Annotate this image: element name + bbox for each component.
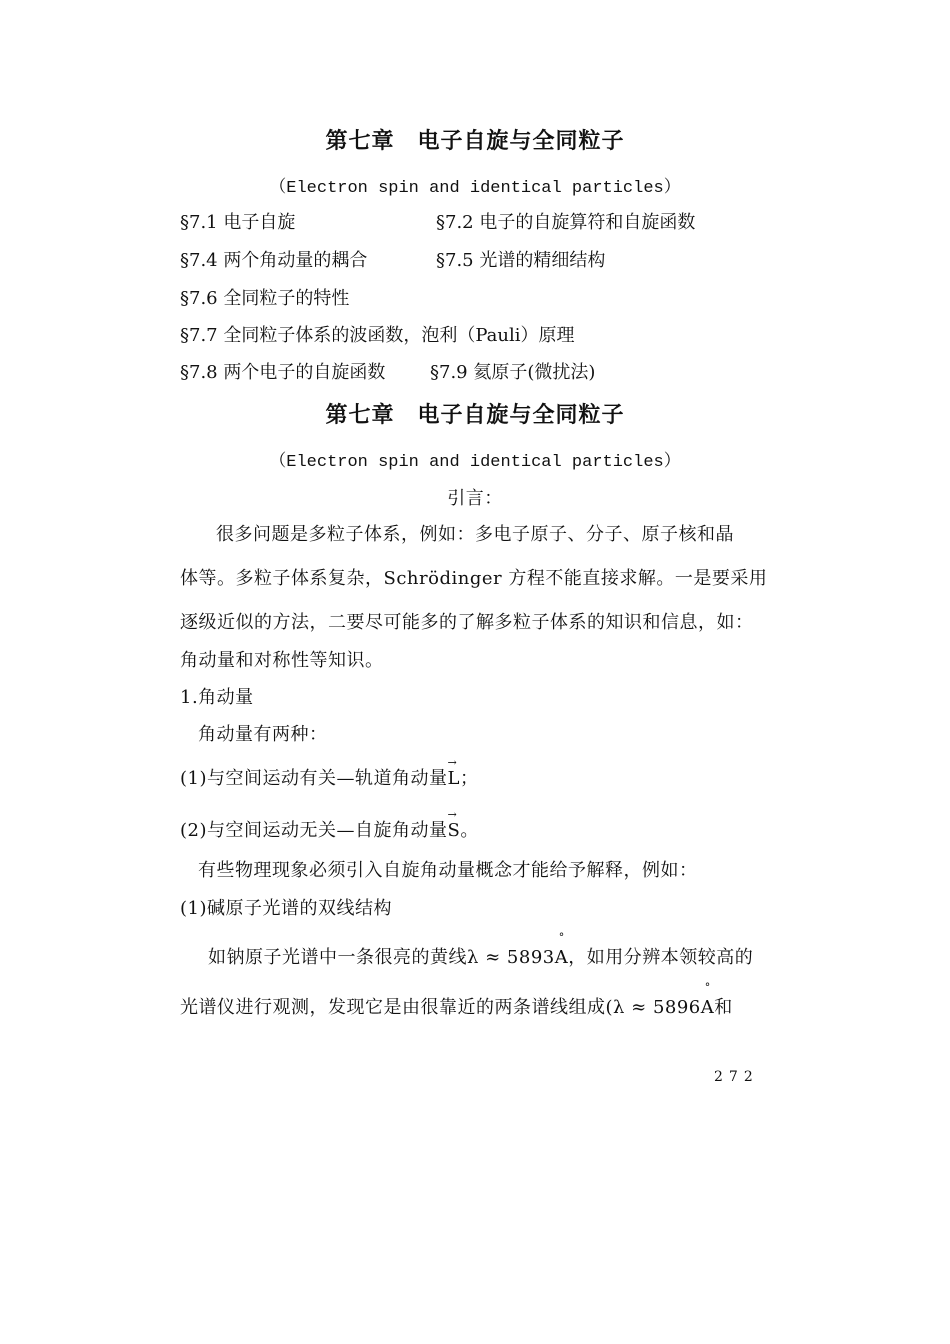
section-heading: 1.角动量 [180, 687, 254, 708]
body-line [180, 993, 733, 1019]
intro-heading: 引言： [447, 488, 503, 509]
chapter-subtitle: （Electron spin and identical particles） [269, 179, 681, 198]
chapter-subtitle-2: （Electron spin and identical particles） [269, 453, 681, 472]
line-text: ，如用分辨本领较高的 [568, 947, 754, 968]
toc-item: §7.9 氦原子(微扰法) [430, 362, 596, 383]
vector-symbol-S: → S [448, 820, 461, 841]
angstrom-unit: ° A [555, 947, 569, 968]
list-item-text: (2)与空间运动无关—自旋角动量 [180, 820, 448, 841]
body-line: 角动量有两种： [198, 724, 328, 745]
line-text: 和 [714, 997, 733, 1018]
intro-line: 逐级近似的方法，二要尽可能多的了解多粒子体系的知识和信息，如： [180, 612, 754, 633]
subsection-heading: (1)碱原子光谱的双线结构 [180, 898, 392, 919]
chapter-title: 第七章 电子自旋与全同粒子 [325, 128, 625, 154]
list-item-end: ； [459, 768, 479, 789]
body-line [208, 943, 753, 969]
toc-item: §7.6 全同粒子的特性 [180, 288, 350, 309]
list-item-text: (1)与空间运动有关—轨道角动量 [180, 768, 448, 789]
intro-line: 体等。多粒子体系复杂，Schrödinger 方程不能直接求解。一是要采用 [180, 568, 768, 589]
line-text: 光谱仪进行观测，发现它是由很靠近的两条谱线组成(λ ≈ 5896 [180, 997, 701, 1018]
toc-item: §7.8 两个电子的自旋函数 [180, 362, 386, 383]
vector-symbol-L: → L [448, 768, 460, 789]
toc-item: §7.5 光谱的精细结构 [436, 250, 606, 271]
list-item-end: 。 [460, 820, 479, 841]
intro-line: 很多问题是多粒子体系，例如：多电子原子、分子、原子核和晶 [216, 524, 734, 545]
toc-item: §7.4 两个角动量的耦合 [180, 250, 368, 271]
toc-item: §7.1 电子自旋 [180, 212, 296, 233]
line-text: 如钠原子光谱中一条很亮的黄线λ ≈ 5893 [208, 947, 555, 968]
angstrom-unit: ° A [701, 997, 715, 1018]
body-line: 有些物理现象必须引入自旋角动量概念才能给予解释，例如： [198, 860, 698, 881]
toc-item: §7.2 电子的自旋算符和自旋函数 [436, 212, 696, 233]
toc-item: §7.7 全同粒子体系的波函数，泡利（Pauli）原理 [180, 325, 575, 346]
chapter-title-2: 第七章 电子自旋与全同粒子 [325, 402, 625, 428]
intro-line: 角动量和对称性等知识。 [180, 650, 384, 671]
list-item [180, 764, 478, 790]
list-item [180, 816, 479, 842]
page-number: 272 [714, 1069, 759, 1085]
